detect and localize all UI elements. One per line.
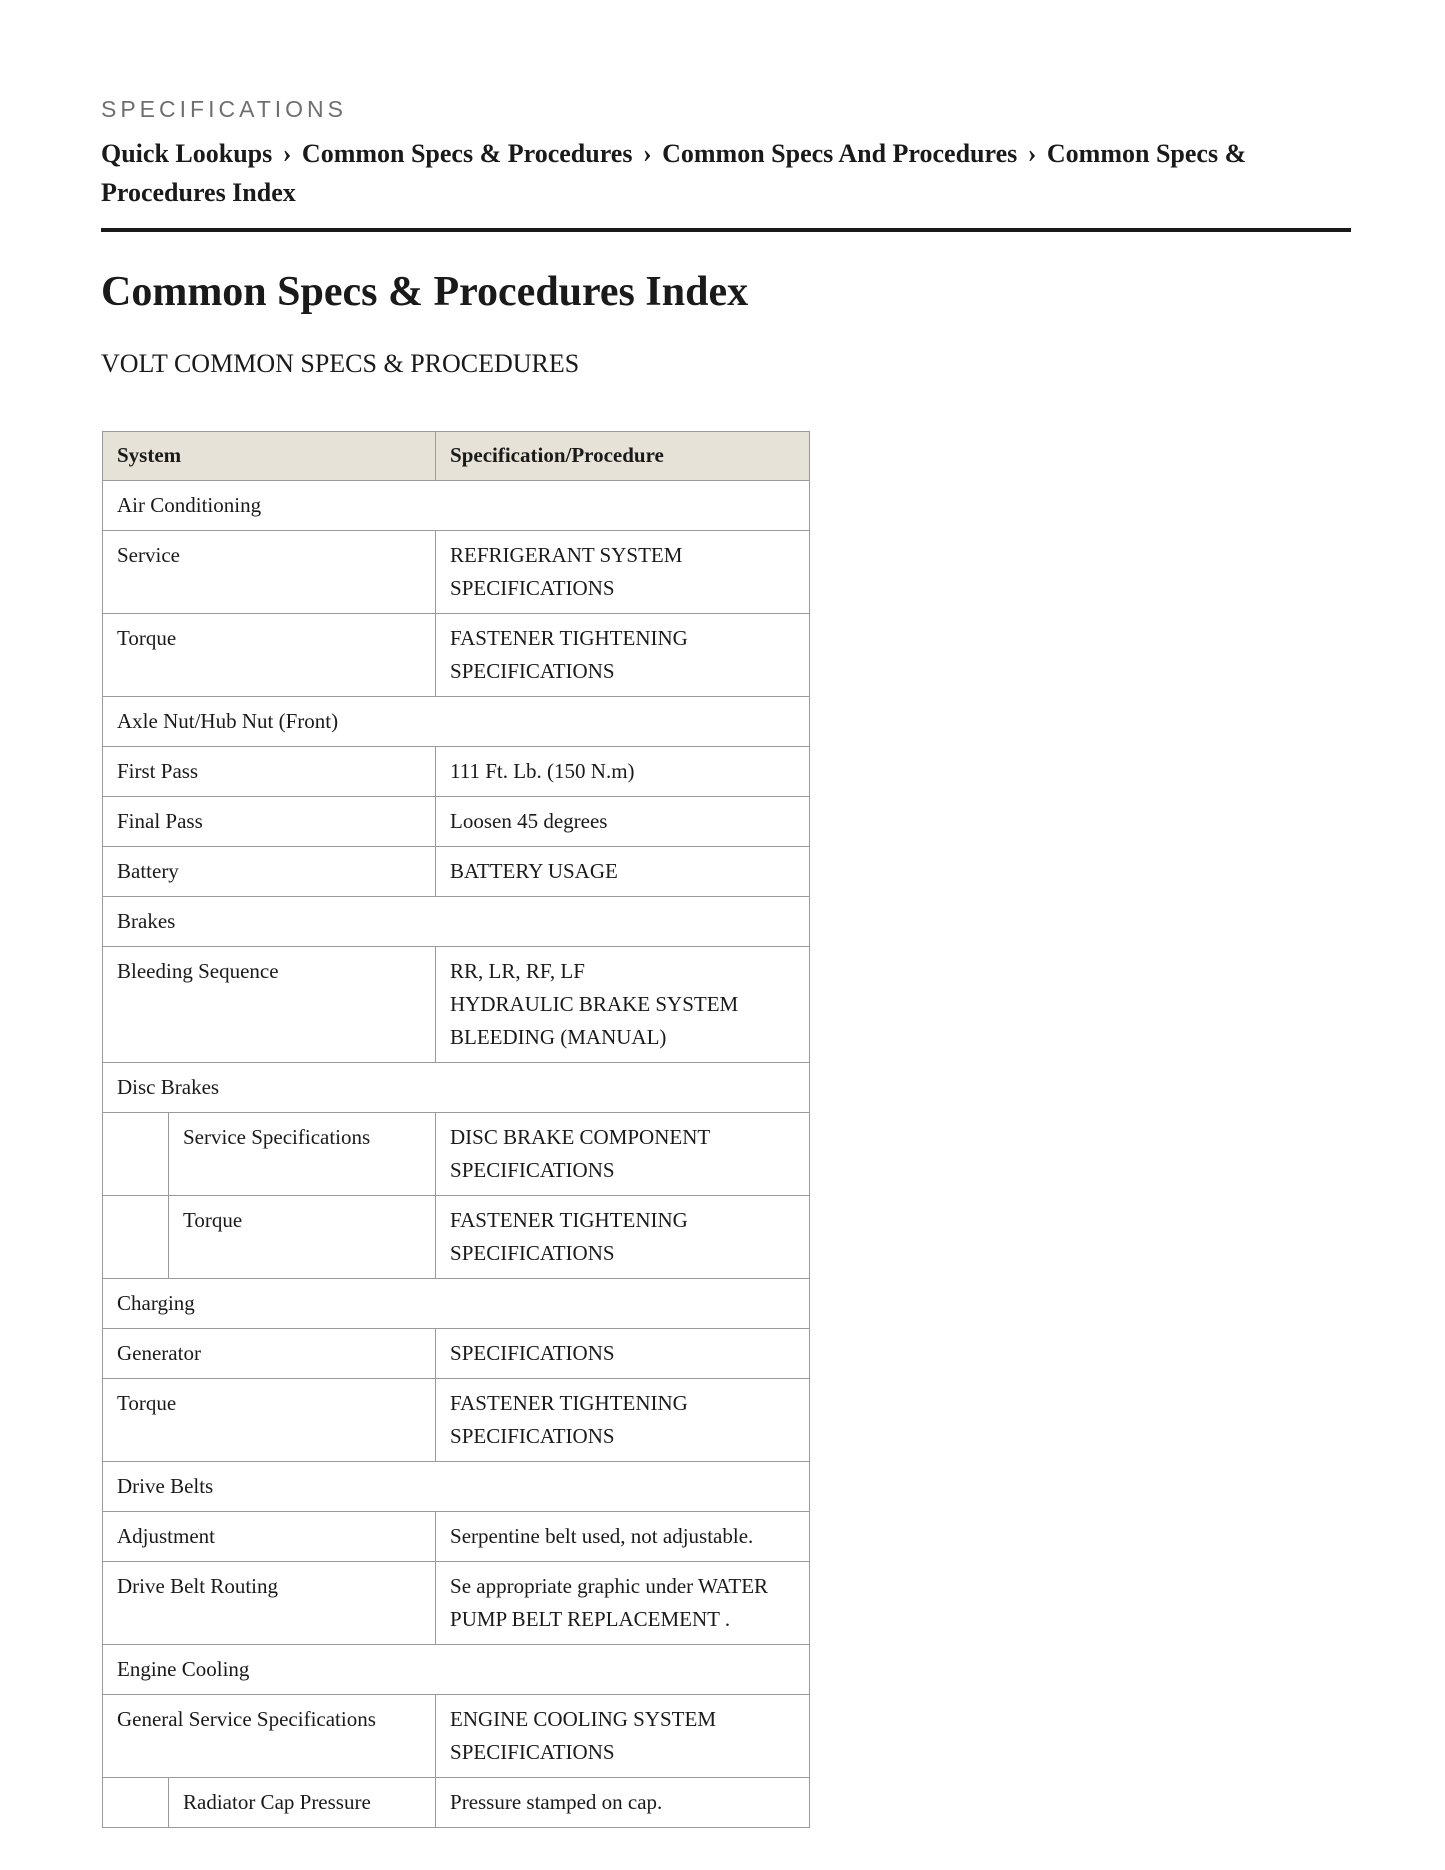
spec-cell xyxy=(436,947,810,1063)
spec-link[interactable]: DISC BRAKE COMPONENT SPECIFICATIONS xyxy=(436,1113,810,1196)
table-row xyxy=(103,481,810,531)
system-cell: Torque xyxy=(169,1196,436,1279)
system-cell: Radiator Cap Pressure xyxy=(169,1778,436,1828)
breadcrumb-separator: › xyxy=(642,139,652,168)
system-cell: Final Pass xyxy=(103,797,436,847)
system-cell: Bleeding Sequence xyxy=(103,947,436,1063)
table-row xyxy=(103,1462,810,1512)
system-cell: Adjustment xyxy=(103,1512,436,1562)
table-row xyxy=(103,897,810,947)
breadcrumb-separator: › xyxy=(282,139,292,168)
breadcrumb-separator: › xyxy=(1027,139,1037,168)
spec-link[interactable]: SPECIFICATIONS xyxy=(436,1329,810,1379)
system-cell: Brakes xyxy=(103,897,810,947)
spec-link[interactable]: REFRIGERANT SYSTEM SPECIFICATIONS xyxy=(436,531,810,614)
system-cell: Charging xyxy=(103,1279,810,1329)
spec-value: 111 Ft. Lb. (150 N.m) xyxy=(436,747,810,797)
system-cell: Generator xyxy=(103,1329,436,1379)
system-cell: General Service Specifications xyxy=(103,1695,436,1778)
specs-table xyxy=(102,431,810,1828)
system-cell: Air Conditioning xyxy=(103,481,810,531)
table-row xyxy=(103,1778,810,1828)
spec-link[interactable]: FASTENER TIGHTENING SPECIFICATIONS xyxy=(436,614,810,697)
indent-cell xyxy=(103,1113,169,1196)
indent-cell xyxy=(103,1196,169,1279)
system-cell: Disc Brakes xyxy=(103,1063,810,1113)
table-row xyxy=(103,1196,810,1279)
column-header-spec: Specification/Procedure xyxy=(436,432,810,481)
breadcrumb-item-common-specs-procedures[interactable]: Common Specs & Procedures xyxy=(301,139,633,168)
table-row xyxy=(103,697,810,747)
spec-link[interactable]: ENGINE COOLING SYSTEM SPECIFICATIONS xyxy=(436,1695,810,1778)
spec-link[interactable]: HYDRAULIC BRAKE SYSTEM BLEEDING (MANUAL) xyxy=(450,992,739,1049)
spec-value[interactable]: Se appropriate graphic under WATER PUMP BELT REPLACEMENT . xyxy=(436,1562,810,1645)
breadcrumb-item-common-specs-and-procedures[interactable]: Common Specs And Procedures xyxy=(662,139,1018,168)
table-row xyxy=(103,1329,810,1379)
system-cell: Service Specifications xyxy=(169,1113,436,1196)
system-cell: Drive Belts xyxy=(103,1462,810,1512)
breadcrumb-item-index[interactable]: Common Specs & Procedures Index xyxy=(101,139,1247,207)
breadcrumb-item-quick-lookups[interactable]: Quick Lookups xyxy=(101,139,273,168)
table-row xyxy=(103,847,810,897)
section-heading: VOLT COMMON SPECS & PROCEDURES xyxy=(101,349,580,378)
system-cell: Axle Nut/Hub Nut (Front) xyxy=(103,697,810,747)
table-row xyxy=(103,747,810,797)
table-row xyxy=(103,947,810,1063)
spec-link[interactable]: BATTERY USAGE xyxy=(436,847,810,897)
spec-value: Loosen 45 degrees xyxy=(436,797,810,847)
system-cell: Service xyxy=(103,531,436,614)
indent-cell xyxy=(103,1778,169,1828)
system-cell: First Pass xyxy=(103,747,436,797)
table-row xyxy=(103,1063,810,1113)
table-row xyxy=(103,1512,810,1562)
table-row xyxy=(103,1279,810,1329)
table-row xyxy=(103,531,810,614)
system-cell: Engine Cooling xyxy=(103,1645,810,1695)
spec-value: Serpentine belt used, not adjustable. xyxy=(436,1512,810,1562)
table-row xyxy=(103,614,810,697)
breadcrumb xyxy=(101,134,1351,212)
column-header-system: System xyxy=(103,432,436,481)
system-cell: Torque xyxy=(103,1379,436,1462)
table-row xyxy=(103,1695,810,1778)
page-title: Common Specs & Procedures Index xyxy=(101,269,749,315)
header-divider xyxy=(101,228,1351,232)
table-header-row xyxy=(103,432,810,481)
system-cell: Torque xyxy=(103,614,436,697)
spec-value: RR, LR, RF, LF xyxy=(450,959,585,983)
table-row xyxy=(103,1645,810,1695)
spec-link[interactable]: FASTENER TIGHTENING SPECIFICATIONS xyxy=(436,1196,810,1279)
table-row xyxy=(103,1379,810,1462)
spec-value: Pressure stamped on cap. xyxy=(436,1778,810,1828)
system-cell: Drive Belt Routing xyxy=(103,1562,436,1645)
spec-link[interactable]: FASTENER TIGHTENING SPECIFICATIONS xyxy=(436,1379,810,1462)
section-kicker: SPECIFICATIONS xyxy=(101,96,347,122)
table-row xyxy=(103,797,810,847)
table-row xyxy=(103,1113,810,1196)
system-cell: Battery xyxy=(103,847,436,897)
table-row xyxy=(103,1562,810,1645)
